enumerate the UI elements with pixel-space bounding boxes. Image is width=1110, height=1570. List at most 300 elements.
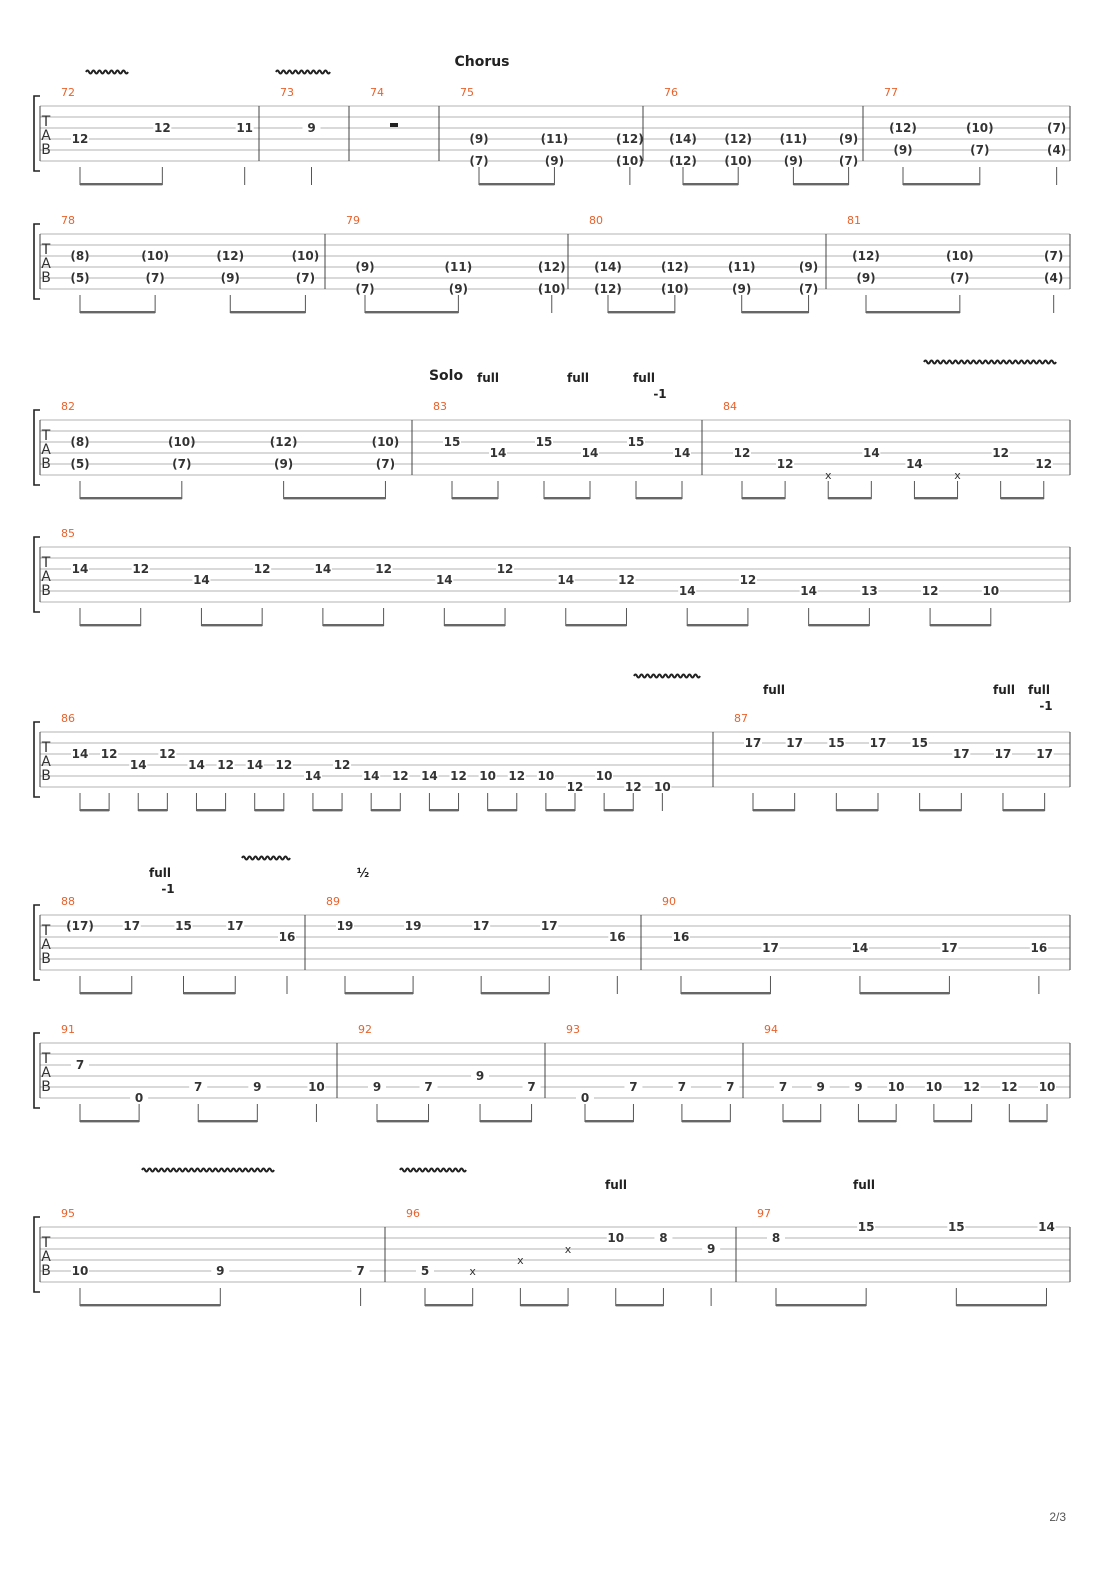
vibrato-mark [242,857,290,860]
bend-label: full [477,371,499,385]
fret-number: 15 [857,1220,875,1234]
fret-number: (7) [838,154,859,168]
fret-number: (10) [965,121,994,135]
note-beam [544,497,590,499]
fret-number: (12) [269,435,298,449]
fret-number: 14 [800,584,817,598]
bar-number: 88 [61,895,75,908]
fret-number: 9 [854,1080,863,1094]
note-beam [860,992,949,994]
fret-number: (7) [295,271,316,285]
fret-number: (8) [70,249,90,263]
fret-number: 12 [618,573,635,587]
fret-number: 17 [1036,747,1053,761]
fret-number: (11) [540,132,569,146]
bar-number: 79 [346,214,360,227]
system-brace [34,410,40,485]
note-beam [903,183,980,185]
fret-number: 9 [475,1069,485,1083]
note-beam [604,809,633,811]
tab-clef-letter: B [41,1263,51,1279]
note-beam [858,1120,896,1122]
fret-number: (5) [70,457,90,471]
fret-number: 12 [566,780,584,794]
fret-number: 10 [308,1080,325,1094]
note-beam [313,809,342,811]
fret-number: 9 [372,1080,382,1094]
note-beam [371,809,400,811]
fret-number: (10) [661,282,689,296]
bar-number: 97 [757,1207,771,1220]
fret-number: 0 [580,1091,590,1105]
bar-number: 80 [589,214,603,227]
fret-number: 10 [71,1264,89,1278]
bar-number: 73 [280,86,294,99]
note-beam [1001,497,1044,499]
rest-symbol [390,123,398,127]
bend-label: full [633,371,655,385]
fret-number: 17 [994,747,1012,761]
bar-number: 74 [370,86,384,99]
bar-number: 89 [326,895,340,908]
bar-number: 96 [406,1207,420,1220]
bend-label: ½ [356,866,370,880]
fret-number: 10 [1038,1080,1056,1094]
tab-clef-letter: T [41,428,51,444]
release-label: -1 [653,387,667,401]
dead-note: x [469,1265,476,1278]
fret-number: 14 [489,446,507,460]
bend-label: full [149,866,171,880]
bar-number: 91 [61,1023,75,1036]
note-beam [1003,809,1045,811]
fret-number: 14 [193,573,210,587]
fret-number: 12 [159,747,176,761]
note-beam [776,1304,866,1306]
bar-number: 87 [734,712,748,725]
section-label: Solo [428,368,464,384]
fret-number: (8) [70,435,90,449]
tab-clef-letter: A [41,754,51,770]
note-beam [742,311,809,313]
fret-number: (10) [291,249,320,263]
fret-number: 11 [236,121,254,135]
bend-label: full [763,683,785,697]
fret-number: 7 [726,1080,735,1094]
fret-number: 14 [673,446,691,460]
note-beam [793,183,848,185]
bar-number: 78 [61,214,75,227]
note-beam [80,183,162,185]
fret-number: 10 [982,584,1000,598]
tab-clef-letter: T [41,923,51,939]
tab-clef-letter: T [41,740,51,756]
tab-clef-letter: A [41,1065,51,1081]
fret-number: 14 [421,769,438,783]
fret-number: 7 [527,1080,536,1094]
fret-number: 12 [624,780,642,794]
fret-number: 14 [71,562,89,576]
fret-number: (12) [724,132,753,146]
note-beam [636,497,682,499]
bar-number: 83 [433,400,447,413]
bar-number: 94 [764,1023,778,1036]
fret-number: (10) [724,154,753,168]
fret-number: (9) [838,132,859,146]
fret-number: 9 [816,1080,825,1094]
fret-number: 14 [435,573,453,587]
fret-number: 15 [175,919,192,933]
fret-number: 15 [535,435,553,449]
fret-number: 17 [786,736,804,750]
release-label: -1 [1039,699,1053,713]
fret-number: 7 [778,1080,788,1094]
note-beam [687,624,748,626]
fret-number: 12 [253,562,271,576]
fret-number: 14 [129,758,147,772]
note-beam [783,1120,821,1122]
fret-number: 12 [963,1080,980,1094]
fret-number: 14 [581,446,599,460]
fret-number: 14 [362,769,380,783]
fret-number: (10) [141,249,169,263]
fret-number: (4) [1044,271,1064,285]
fret-number: (9) [273,457,294,471]
fret-number: 12 [1035,457,1053,471]
fret-number: (9) [856,271,876,285]
tab-clef-letter: A [41,128,51,144]
note-beam [956,1304,1046,1306]
note-beam [196,809,225,811]
tab-clef-letter: B [41,456,51,472]
note-beam [828,497,871,499]
tab-clef-letter: B [41,270,51,286]
fret-number: 17 [952,747,970,761]
note-beam [683,183,738,185]
dead-note: x [564,1243,572,1256]
fret-number: 14 [304,769,322,783]
fret-number: (9) [798,260,819,274]
tab-clef-letter: T [41,1051,51,1067]
tab-clef-letter: A [41,569,51,585]
note-beam [480,1120,532,1122]
fret-number: 16 [672,930,690,944]
fret-number: 7 [677,1080,687,1094]
fret-number: 14 [188,758,205,772]
fret-number: 12 [100,747,118,761]
note-beam [682,1120,730,1122]
note-beam [365,311,458,313]
fret-number: (12) [216,249,245,263]
fret-number: 12 [921,584,939,598]
tab-clef-letter: B [41,951,51,967]
release-label: -1 [161,882,175,896]
note-beam [520,1304,568,1306]
tab-clef-letter: A [41,1249,51,1265]
note-beam [914,497,957,499]
system-brace [34,537,40,612]
bar-number: 77 [884,86,898,99]
note-beam [616,1304,664,1306]
note-beam [809,624,870,626]
fret-number: (11) [444,260,473,274]
bend-label: full [567,371,589,385]
fret-number: (12) [889,121,917,135]
fret-number: (10) [616,154,644,168]
dead-note: x [954,469,961,482]
fret-number: 16 [1030,941,1048,955]
section-label: Chorus [454,54,510,70]
system-brace [34,905,40,980]
fret-number: 10 [537,769,555,783]
note-beam [201,624,262,626]
fret-number: 13 [861,584,878,598]
fret-number: (9) [544,154,565,168]
note-beam [681,992,770,994]
fret-number: (9) [469,132,489,146]
note-beam [80,809,109,811]
note-beam [866,311,960,313]
fret-number: 14 [906,457,923,471]
note-beam [1009,1120,1047,1122]
fret-number: (7) [1046,121,1067,135]
bar-number: 82 [61,400,75,413]
fret-number: (10) [946,249,974,263]
note-beam [444,624,505,626]
fret-number: 17 [869,736,887,750]
note-beam [934,1120,972,1122]
bar-number: 86 [61,712,75,725]
note-beam [255,809,284,811]
fret-number: 12 [153,121,171,135]
fret-number: (10) [167,435,196,449]
fret-number: (12) [661,260,689,274]
fret-number: 7 [424,1080,433,1094]
bar-number: 90 [662,895,676,908]
bend-label: full [993,683,1015,697]
note-beam [452,497,498,499]
fret-number: 15 [947,1220,965,1234]
fret-number: (12) [669,154,697,168]
note-beam [80,1304,220,1306]
fret-number: 8 [659,1231,668,1245]
fret-number: 9 [253,1080,262,1094]
bend-label: full [853,1178,875,1192]
tab-clef-letter: T [41,114,51,130]
tab-clef-letter: A [41,937,51,953]
bar-number: 93 [566,1023,580,1036]
fret-number: (9) [893,143,913,157]
note-beam [184,992,236,994]
fret-number: 10 [607,1231,625,1245]
tab-clef-letter: T [41,242,51,258]
bar-number: 84 [723,400,737,413]
bend-label: full [605,1178,627,1192]
system-brace [34,96,40,171]
fret-number: 17 [123,919,141,933]
fret-number: (4) [1046,143,1067,157]
fret-number: 12 [776,457,794,471]
fret-number: 10 [595,769,613,783]
fret-number: 14 [71,747,89,761]
note-beam [230,311,305,313]
fret-number: (7) [145,271,165,285]
note-beam [80,992,132,994]
fret-number: 12 [275,758,293,772]
fret-number: 10 [654,780,671,794]
note-beam [80,1120,139,1122]
fret-number: 15 [911,736,929,750]
fret-number: 12 [739,573,757,587]
fret-number: (12) [594,282,622,296]
fret-number: (14) [669,132,697,146]
tab-clef-letter: B [41,142,51,158]
note-beam [742,497,785,499]
fret-number: (14) [594,260,622,274]
vibrato-mark [142,1169,274,1172]
note-beam [429,809,458,811]
fret-number: 7 [356,1264,365,1278]
fret-number: (12) [537,260,566,274]
note-beam [836,809,878,811]
dead-note: x [517,1254,524,1267]
fret-number: 12 [496,562,514,576]
fret-number: 16 [278,930,296,944]
note-beam [608,311,675,313]
fret-number: 10 [479,769,497,783]
fret-number: 19 [336,919,354,933]
tab-clef-letter: B [41,1079,51,1095]
note-beam [479,183,554,185]
fret-number: 14 [862,446,880,460]
bar-number: 72 [61,86,75,99]
bar-number: 75 [460,86,474,99]
note-beam [198,1120,257,1122]
fret-number: 17 [472,919,490,933]
fret-number: 12 [733,446,751,460]
fret-number: (7) [970,143,990,157]
fret-number: 17 [762,941,779,955]
page-number: 2/3 [1049,1510,1066,1524]
fret-number: 12 [1000,1080,1018,1094]
tab-clef-letter: A [41,256,51,272]
fret-number: (12) [852,249,880,263]
fret-number: 14 [1038,1220,1055,1234]
note-beam [753,809,795,811]
fret-number: 12 [71,132,89,146]
note-beam [284,497,386,499]
fret-number: (7) [172,457,192,471]
fret-number: (9) [732,282,752,296]
fret-number: 17 [226,919,244,933]
fret-number: 15 [443,435,461,449]
fret-number: (10) [371,435,400,449]
fret-number: (5) [70,271,90,285]
fret-number: 12 [375,562,392,576]
fret-number: 12 [333,758,351,772]
note-beam [80,497,182,499]
note-beam [80,311,155,313]
fret-number: 17 [744,736,762,750]
fret-number: 14 [314,562,332,576]
fret-number: 12 [508,769,526,783]
fret-number: 8 [771,1231,781,1245]
vibrato-mark [86,71,128,74]
fret-number: 9 [706,1242,716,1256]
bar-number: 92 [358,1023,372,1036]
fret-number: 15 [827,736,845,750]
tab-clef-letter: B [41,768,51,784]
fret-number: 14 [851,941,869,955]
bar-number: 76 [664,86,678,99]
note-beam [920,809,962,811]
tab-clef-letter: A [41,442,51,458]
fret-number: (7) [1044,249,1064,263]
bar-number: 81 [847,214,861,227]
fret-number: 19 [404,919,422,933]
system-brace [34,1217,40,1292]
system-brace [34,224,40,299]
note-beam [345,992,413,994]
fret-number: 12 [450,769,467,783]
tab-clef-letter: T [41,555,51,571]
fret-number: 12 [992,446,1010,460]
fret-number: 7 [194,1080,203,1094]
tab-clef-letter: B [41,583,51,599]
system-brace [34,1033,40,1108]
note-beam [546,809,575,811]
fret-number: 7 [75,1058,85,1072]
fret-number: (9) [220,271,240,285]
fret-number: (7) [469,154,489,168]
fret-number: 12 [391,769,409,783]
fret-number: (9) [448,282,469,296]
fret-number: (11) [779,132,808,146]
note-beam [323,624,384,626]
fret-number: 14 [557,573,575,587]
fret-number: (9) [355,260,375,274]
vibrato-mark [400,1169,466,1172]
fret-number: 10 [887,1080,905,1094]
fret-number: (7) [798,282,819,296]
note-beam [425,1304,473,1306]
fret-number: (9) [783,154,804,168]
bar-number: 95 [61,1207,75,1220]
vibrato-mark [924,361,1056,364]
bar-number: 85 [61,527,75,540]
dead-note: x [824,469,832,482]
note-beam [488,809,517,811]
fret-number: 16 [608,930,626,944]
fret-number: (10) [537,282,566,296]
note-beam [80,624,141,626]
fret-number: 5 [420,1264,430,1278]
fret-number: 10 [925,1080,943,1094]
fret-number: (7) [375,457,396,471]
fret-number: 9 [216,1264,225,1278]
fret-number: 14 [678,584,696,598]
note-beam [377,1120,429,1122]
fret-number: 15 [627,435,645,449]
fret-number: (17) [66,919,94,933]
system-brace [34,722,40,797]
note-beam [481,992,549,994]
fret-number: 17 [941,941,958,955]
fret-number: 14 [246,758,264,772]
fret-number: (12) [616,132,644,146]
fret-number: 12 [132,562,150,576]
fret-number: 12 [217,758,234,772]
